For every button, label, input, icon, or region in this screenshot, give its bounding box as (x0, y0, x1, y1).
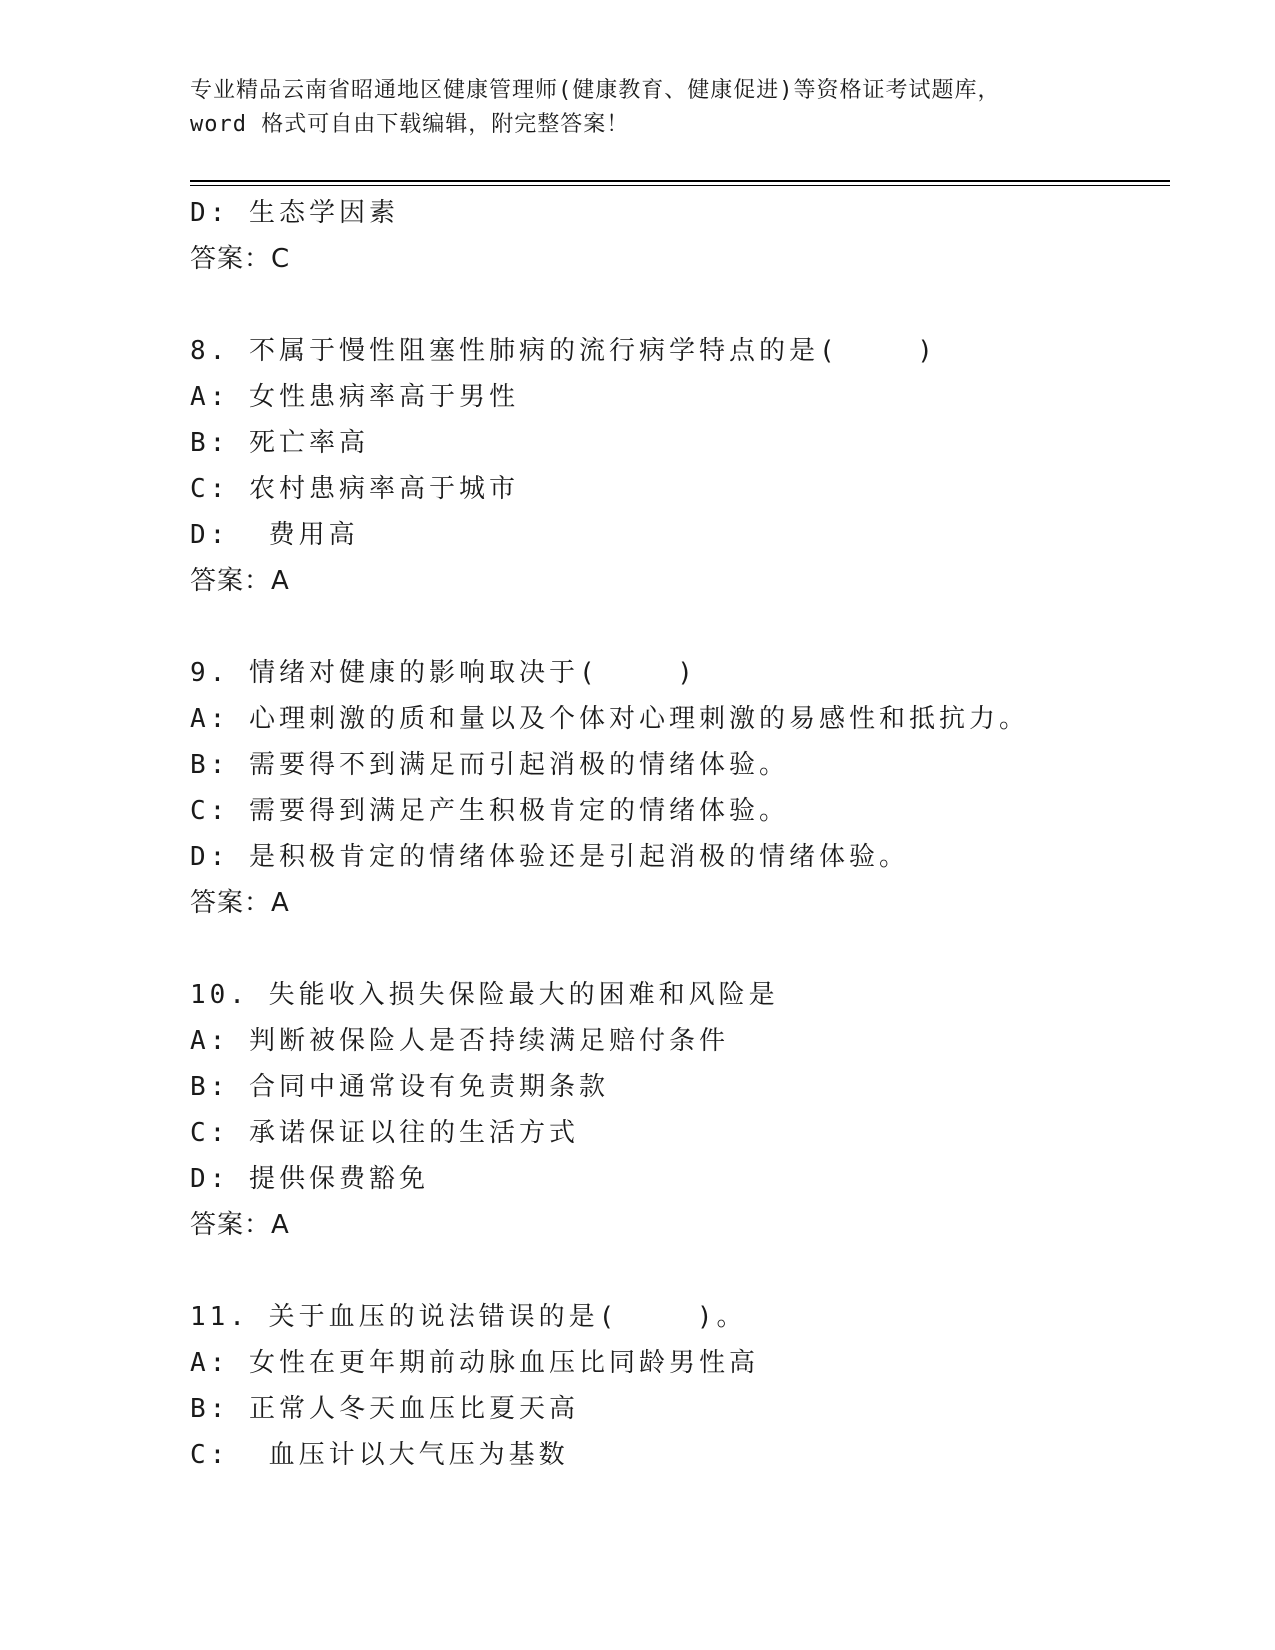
question-stem: 9. 情绪对健康的影响取决于( ) (190, 658, 697, 688)
question-block (190, 1294, 1170, 1478)
question-block (190, 328, 1170, 604)
option-b: B: 合同中通常设有免责期条款 (190, 1072, 609, 1102)
option-c: C: 农村患病率高于城市 (190, 474, 519, 504)
option-b: B: 死亡率高 (190, 428, 369, 458)
question-block (190, 650, 1170, 926)
question-list (190, 190, 1170, 1478)
option-c: C: 需要得到满足产生积极肯定的情绪体验。 (190, 796, 789, 826)
option-d: D: 是积极肯定的情绪体验还是引起消极的情绪体验。 (190, 842, 909, 872)
option-d: D: 生态学因素 (190, 198, 399, 228)
question-stem: 10. 失能收入损失保险最大的困难和风险是 (190, 980, 779, 1010)
option-a: A: 判断被保险人是否持续满足赔付条件 (190, 1026, 729, 1056)
option-a: A: 女性患病率高于男性 (190, 382, 519, 412)
option-b: B: 正常人冬天血压比夏天高 (190, 1394, 579, 1424)
option-d: D: 提供保费豁免 (190, 1164, 429, 1194)
option-c: C: 承诺保证以往的生活方式 (190, 1118, 579, 1148)
question-stem: 11. 关于血压的说法错误的是( )。 (190, 1302, 747, 1332)
question-block (190, 972, 1170, 1248)
header-divider-thick (190, 180, 1170, 182)
header-divider-thin (190, 185, 1170, 186)
document-header (190, 74, 1170, 142)
option-b: B: 需要得不到满足而引起消极的情绪体验。 (190, 750, 789, 780)
option-a: A: 心理刺激的质和量以及个体对心理刺激的易感性和抵抗力。 (190, 704, 1029, 734)
header-line-1: 专业精品云南省昭通地区健康管理师(健康教育、健康促进)等资格证考试题库， (190, 78, 1001, 103)
option-a: A: 女性在更年期前动脉血压比同龄男性高 (190, 1348, 759, 1378)
header-line-2: word 格式可自由下载编辑，附完整答案！ (190, 112, 630, 137)
answer-line: 答案：A (190, 888, 290, 918)
question-stem: 8. 不属于慢性阻塞性肺病的流行病学特点的是( ) (190, 336, 937, 366)
option-d: D: 费用高 (190, 520, 359, 550)
option-c: C: 血压计以大气压为基数 (190, 1440, 569, 1470)
answer-line: 答案：A (190, 566, 290, 596)
answer-line: 答案：A (190, 1210, 290, 1240)
answer-line: 答案：C (190, 244, 291, 274)
